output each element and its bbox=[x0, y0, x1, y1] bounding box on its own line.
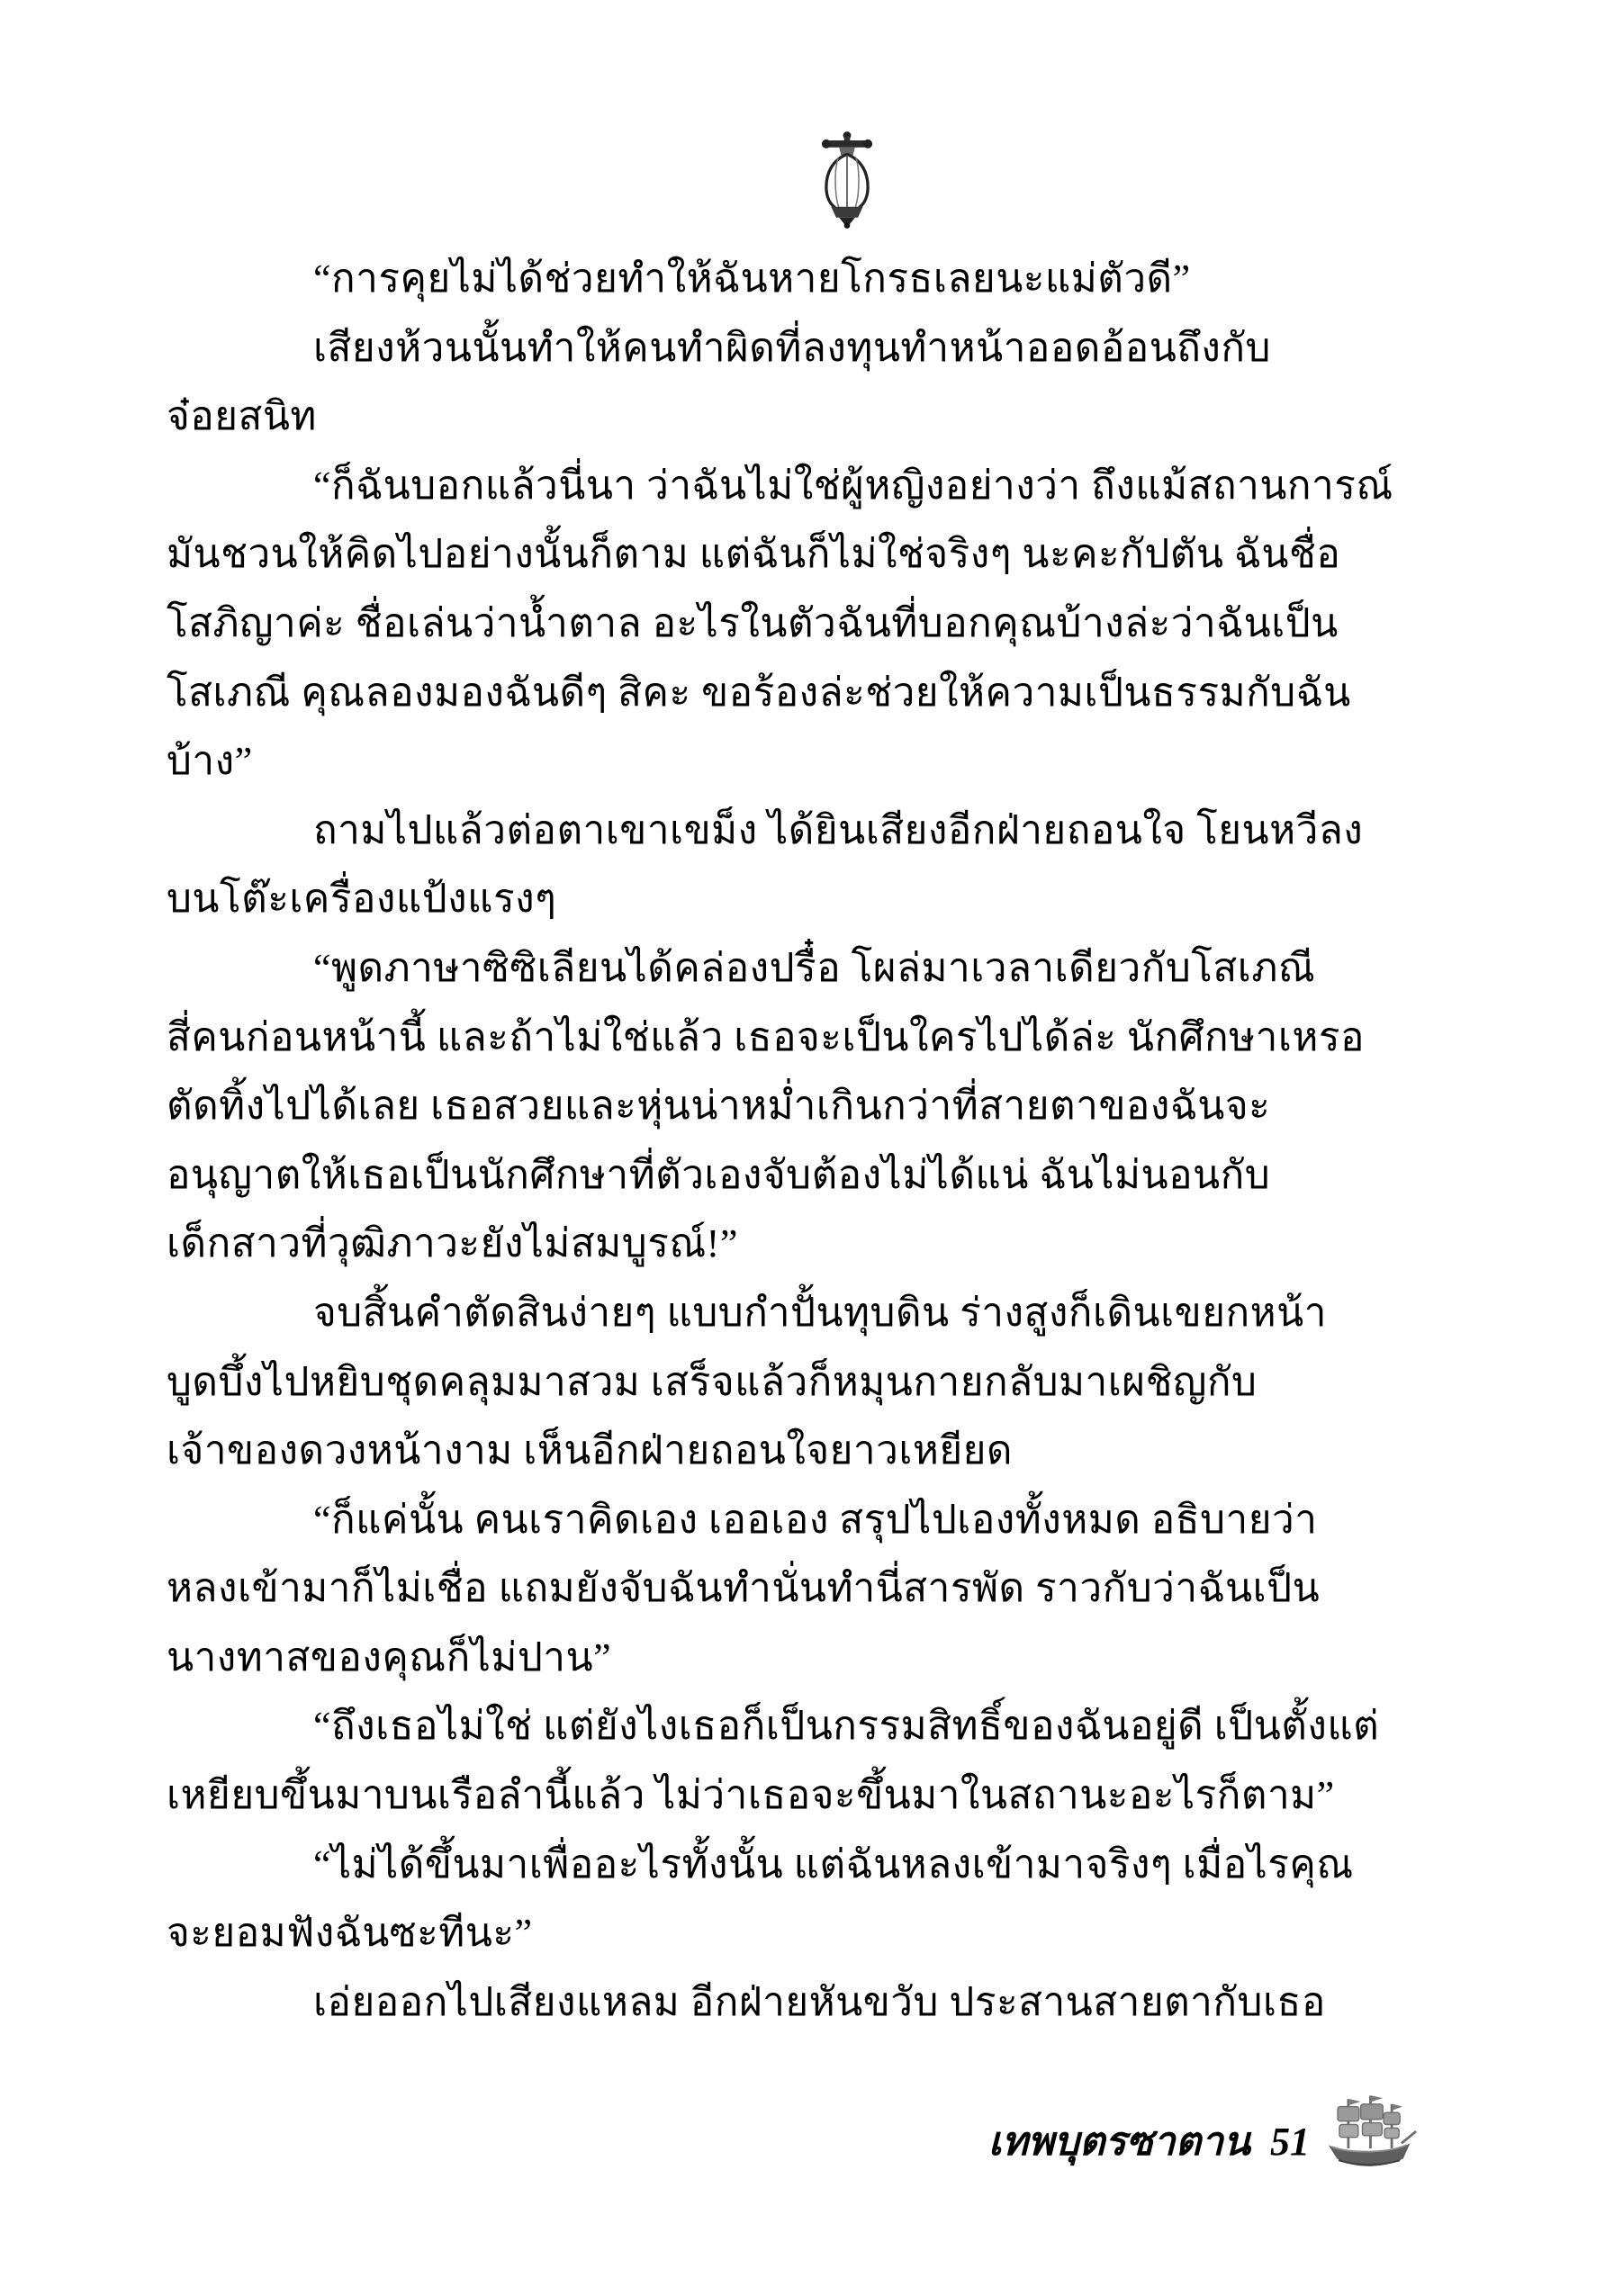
text-line: บ้าง” bbox=[167, 739, 253, 784]
page-number: 51 bbox=[1270, 2120, 1310, 2164]
text-line: โสเภณี คุณลองมองฉันดีๆ สิคะ ขอร้องล่ะช่วยให้ความเป็นธรรมกับฉัน bbox=[167, 670, 1351, 715]
text-line: เด็กสาวที่วุฒิภาวะยังไม่สมบูรณ์!” bbox=[167, 1221, 738, 1266]
text-line: บนโต๊ะเครื่องแป้งแรงๆ bbox=[167, 877, 557, 922]
text-line: “พูดภาษาซิซิเลียนได้คล่องปรื๋อ โผล่มาเวลาเดียวกับโสเภณี bbox=[313, 945, 1316, 990]
page-text bbox=[167, 245, 1440, 2037]
text-line: จ๋อยสนิท bbox=[167, 394, 317, 439]
text-line: “ถึงเธอไม่ใช่ แต่ยังไงเธอก็เป็นกรรมสิทธิ์ของฉันอยู่ดี เป็นตั้งแต่ bbox=[313, 1704, 1380, 1749]
text-line: “ก็ฉันบอกแล้วนี่นา ว่าฉันไม่ใช่ผู้หญิงอย่างว่า ถึงแม้สถานการณ์ bbox=[313, 463, 1393, 508]
text-line: “การคุยไม่ได้ช่วยทำให้ฉันหายโกรธเลยนะแม่ตัวดี” bbox=[313, 257, 1191, 301]
text-line: สี่คนก่อนหน้านี้ และถ้าไม่ใช่แล้ว เธอจะเป็นใครไปได้ล่ะ นักศึกษาเหรอ bbox=[167, 1014, 1365, 1059]
text-line: เอ่ยออกไปเสียงแหลม อีกฝ่ายหันขวับ ประสานสายตากับเธอ bbox=[313, 1979, 1326, 2024]
lantern-ornament-icon bbox=[817, 129, 877, 231]
text-line: โสภิญาค่ะ ชื่อเล่นว่าน้ำตาล อะไรในตัวฉันที่บอกคุณบ้างล่ะว่าฉันเป็น bbox=[167, 600, 1339, 645]
text-line: บูดบึ้งไปหยิบชุดคลุมมาสวม เสร็จแล้วก็หมุนกายกลับมาเผชิญกับ bbox=[167, 1359, 1258, 1404]
text-line: มันชวนให้คิดไปอย่างนั้นก็ตาม แต่ฉันก็ไม่ใช่จริงๆ นะคะกัปตัน ฉันชื่อ bbox=[167, 532, 1341, 577]
text-line: ถามไปแล้วต่อตาเขาเขม็ง ได้ยินเสียงอีกฝ่ายถอนใจ โยนหวีลง bbox=[313, 807, 1364, 852]
book-title: เทพบุตรซาตาน bbox=[987, 2120, 1250, 2164]
text-line: เหยียบขึ้นมาบนเรือลำนี้แล้ว ไม่ว่าเธอจะขึ้นมาในสถานะอะไรก็ตาม” bbox=[167, 1773, 1335, 1818]
text-line: หลงเข้ามาก็ไม่เชื่อ แถมยังจับฉันทำนั่นทำนี่สารพัด ราวกับว่าฉันเป็น bbox=[167, 1566, 1321, 1611]
text-line: จบสิ้นคำตัดสินง่ายๆ แบบกำปั้นทุบดิน ร่างสูงก็เดินเขยกหน้า bbox=[313, 1290, 1327, 1335]
text-line: เสียงห้วนนั้นทำให้คนทำผิดที่ลงทุนทำหน้าออดอ้อนถึงกับ bbox=[313, 325, 1271, 370]
text-line: อนุญาตให้เธอเป็นนักศึกษาที่ตัวเองจับต้องไม่ได้แน่ ฉันไม่นอนกับ bbox=[167, 1152, 1271, 1197]
text-line: นางทาสของคุณก็ไม่ปาน” bbox=[167, 1634, 612, 1679]
page-footer bbox=[0, 2104, 1605, 2194]
text-line: ตัดทิ้งไปได้เลย เธอสวยและหุ่นน่าหม่ำเกินกว่าที่สายตาของฉันจะ bbox=[167, 1084, 1271, 1129]
text-line: “ก็แค่นั้น คนเราคิดเอง เออเอง สรุปไปเองทั้งหมด อธิบายว่า bbox=[313, 1497, 1318, 1542]
footer-caption bbox=[988, 2110, 1310, 2173]
text-line: จะยอมฟังฉันซะทีนะ” bbox=[167, 1911, 533, 1956]
text-line: “ไม่ได้ขึ้นมาเพื่ออะไรทั้งนั้น แต่ฉันหลงเข้ามาจริงๆ เมื่อไรคุณ bbox=[313, 1841, 1354, 1886]
sailing-ship-icon bbox=[1323, 2093, 1417, 2171]
text-line: เจ้าของดวงหน้างาม เห็นอีกฝ่ายถอนใจยาวเหยียด bbox=[167, 1428, 1014, 1473]
